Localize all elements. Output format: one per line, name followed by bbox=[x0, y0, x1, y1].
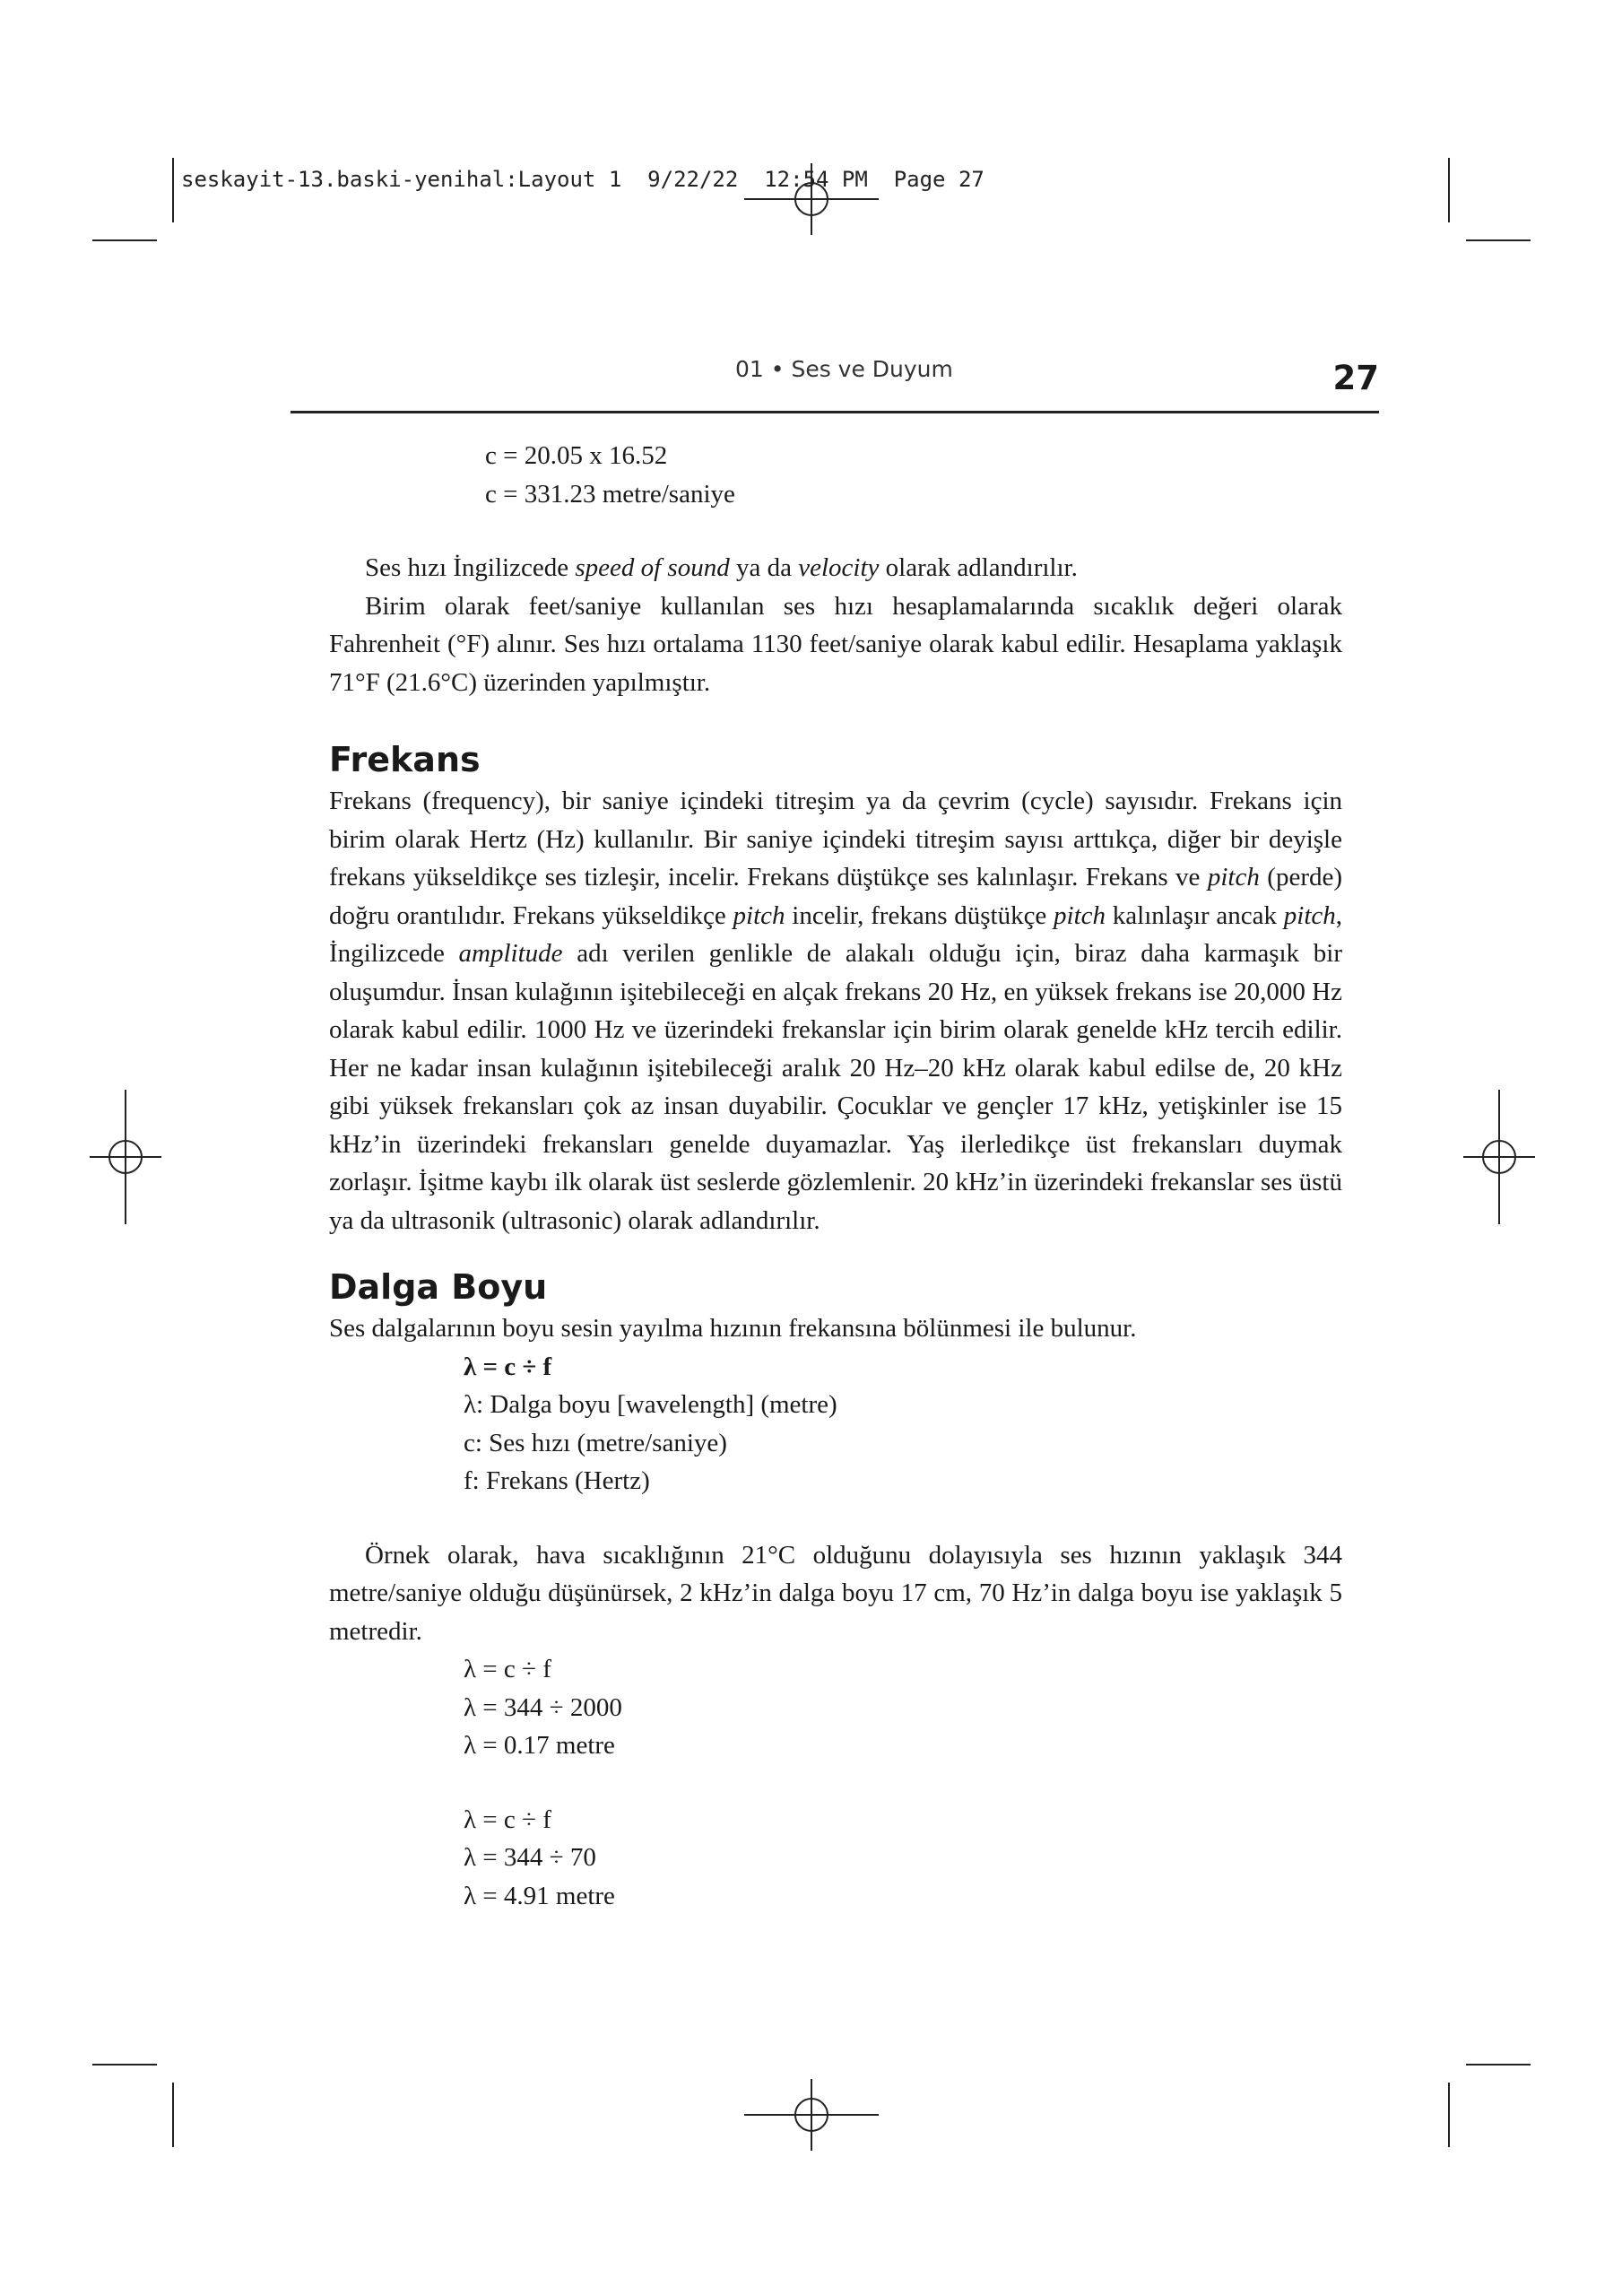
registration-mark-left bbox=[90, 1090, 161, 1224]
paragraph-frekans bbox=[329, 782, 1342, 1239]
registration-mark-bottom bbox=[744, 2079, 879, 2151]
text-run: ya da bbox=[729, 553, 799, 582]
paragraph-fahrenheit: Birim olarak feet/saniye kullanılan ses hızı hesaplamalarında sıcaklık değeri olarak Fahrenheit (°F) alınır. Ses hızı ortalama 1130 feet/saniye olarak kabul edilir. Hesaplama yaklaşık 71°F (21.6°C) üzerinden yapılmıştır. bbox=[329, 591, 1342, 697]
crop-mark-bl-v bbox=[172, 2083, 174, 2147]
calc-line: λ = 344 ÷ 2000 bbox=[464, 1692, 622, 1722]
definition-line: f: Frekans (Hertz) bbox=[464, 1466, 650, 1495]
running-header-chapter: 01 • Ses ve Duyum bbox=[735, 356, 953, 382]
header-rule bbox=[291, 411, 1379, 413]
crop-mark-tl-v bbox=[172, 158, 174, 222]
page-body bbox=[329, 437, 1342, 1915]
text-run: kalınlaşır ancak bbox=[1106, 900, 1284, 930]
crop-mark-tr-v bbox=[1448, 158, 1450, 222]
italic-term: pitch bbox=[733, 900, 785, 930]
text-run: Frekans (frequency), bir saniye içindeki titreşim ya da çevrim (cycle) sayısıdır. Frekans için birim olarak Hertz (Hz) kullanılır. Bir saniye içindeki titreşim sayısı arttıkça, diğer bir deyişle frekans yükseldikçe ses tizleşir, incelir. Frekans düştükçe ses kalınlaşır. Frekans ve bbox=[329, 787, 1342, 891]
italic-term: amplitude bbox=[458, 939, 563, 968]
italic-term: pitch bbox=[1207, 863, 1260, 891]
italic-term: pitch bbox=[1054, 900, 1106, 930]
text-run: Ses hızı İngilizcede bbox=[365, 553, 576, 582]
crop-mark-tr-h bbox=[1466, 239, 1531, 241]
definition-line: c: Ses hızı (metre/saniye) bbox=[464, 1428, 727, 1457]
italic-term: speed of sound bbox=[575, 553, 730, 582]
text-run: incelir, frekans düştükçe bbox=[785, 900, 1054, 930]
paragraph-speed-of-sound bbox=[329, 549, 1342, 587]
equation-line: c = 20.05 x 16.52 bbox=[485, 441, 668, 470]
section-heading-dalga-boyu: Dalga Boyu bbox=[329, 1267, 548, 1307]
paragraph-dalga-intro: Ses dalgalarının boyu sesin yayılma hızının frekansına bölünmesi ile bulunur. bbox=[329, 1314, 1137, 1343]
calc-line: λ = c ÷ f bbox=[464, 1805, 551, 1834]
calc-line: λ = c ÷ f bbox=[464, 1655, 551, 1683]
paragraph-example: Örnek olarak, hava sıcaklığının 21°C olduğunu dolayısıyla ses hızının yaklaşık 344 metre/saniye olduğu düşünürsek, 2 kHz’in dalga boyu 17 cm, 70 Hz’in dalga boyu ise yaklaşık 5 metredir. bbox=[329, 1540, 1342, 1646]
crop-mark-br-v bbox=[1448, 2083, 1450, 2147]
calc-line: λ = 4.91 metre bbox=[464, 1881, 615, 1910]
text-run: (perde) doğru orantılıdır. Frekans yükseldikçe bbox=[329, 863, 1343, 930]
calc-line: λ = 0.17 metre bbox=[464, 1731, 615, 1760]
crop-mark-tl-h bbox=[92, 239, 157, 241]
text-run: olarak adlandırılır. bbox=[879, 553, 1078, 582]
crop-mark-br-h bbox=[1466, 2064, 1531, 2066]
text-run: adı verilen genlikle de alakalı olduğu için, biraz daha karmaşık bir oluşumdur. İnsan kulağının işitebileceği en alçak frekans 20 Hz, en yüksek frekans ise 20,000 Hz olarak kabul edilir. 1000 Hz ve üzerindeki frekanslar için birim olarak genelde kHz tercih edilir. Her ne kadar insan kulağının işitebileceği aralık 20 Hz–20 kHz olarak kabul edilse de, 20 kHz gibi yüksek frekansları çok az insan duyabilir. Çocuklar ve gençler 17 kHz, yetişkinler ise 15 kHz’in üzerindeki frekansları genelde duyamazlar. Yaş ilerledikçe üst frekansları duymak zorlaşır. İşitme kaybı ilk olarak üst seslerde gözlemlenir. 20 kHz’in üzerindeki frekanslar ses üstü ya da ultrasonik (ultrasonic) olarak adlandırılır. bbox=[329, 939, 1342, 1235]
page-number: 27 bbox=[1332, 359, 1379, 397]
section-heading-frekans: Frekans bbox=[329, 740, 481, 779]
printer-slug: seskayit-13.baski-yenihal:Layout 1 9/22/22 12:54 PM Page 27 bbox=[181, 167, 984, 192]
registration-mark-right bbox=[1463, 1090, 1535, 1224]
registration-mark-top bbox=[744, 163, 879, 235]
definition-line: λ: Dalga boyu [wavelength] (metre) bbox=[464, 1390, 837, 1419]
wavelength-formula: λ = c ÷ f bbox=[464, 1352, 552, 1381]
italic-term: velocity bbox=[798, 553, 880, 582]
equation-line: c = 331.23 metre/saniye bbox=[485, 479, 735, 509]
calc-line: λ = 344 ÷ 70 bbox=[464, 1843, 596, 1872]
crop-mark-bl-h bbox=[92, 2064, 157, 2066]
text-run: , İngilizcede bbox=[329, 900, 1343, 968]
italic-term: pitch bbox=[1283, 900, 1336, 930]
